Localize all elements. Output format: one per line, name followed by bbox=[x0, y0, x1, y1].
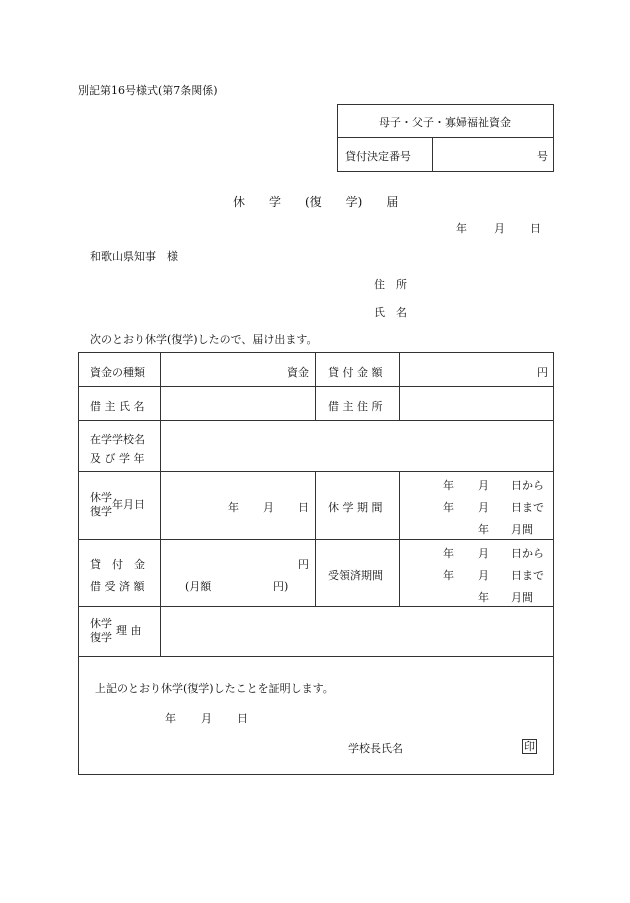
received-period-total-year: 年 bbox=[478, 591, 489, 604]
decision-number-suffix: 号 bbox=[537, 150, 548, 163]
received-period-label: 受領済期間 bbox=[328, 569, 383, 582]
received-period-from-year: 年 bbox=[443, 547, 454, 560]
leave-period-from-year: 年 bbox=[443, 479, 454, 492]
leave-period-from-day: 日から bbox=[511, 479, 544, 492]
leave-period-total-month: 月間 bbox=[511, 523, 533, 536]
submission-date-day: 日 bbox=[530, 222, 541, 235]
school-label-line2: 及 び 学 年 bbox=[90, 452, 145, 465]
loan-received-yen: 円 bbox=[298, 558, 309, 571]
principal-name-field[interactable] bbox=[410, 734, 515, 756]
loan-received-monthly-yen: 円) bbox=[273, 580, 289, 593]
borrower-name-label: 借 主 氏 名 bbox=[90, 400, 145, 413]
name-field[interactable] bbox=[418, 298, 548, 320]
reason-suffix: 理 由 bbox=[116, 624, 142, 637]
received-period-to-day: 日まで bbox=[511, 569, 544, 582]
submission-date-month: 月 bbox=[494, 222, 505, 235]
leave-label-top: 休学 bbox=[90, 491, 112, 504]
loan-amount-field[interactable] bbox=[401, 354, 549, 385]
school-label-line1: 在学学校名 bbox=[90, 433, 145, 446]
fund-type-label: 資金の種類 bbox=[90, 366, 145, 379]
loan-received-monthly-label: (月額 bbox=[185, 580, 212, 593]
received-period-from-day: 日から bbox=[511, 547, 544, 560]
loan-amount-suffix: 円 bbox=[537, 366, 548, 379]
leave-date-year: 年 bbox=[228, 501, 239, 514]
seal-mark: 印 bbox=[524, 740, 535, 753]
form-number: 別記第16号様式(第7条関係) bbox=[78, 84, 218, 97]
leave-date-label bbox=[90, 491, 145, 519]
certify-text: 上記のとおり休学(復学)したことを証明します。 bbox=[95, 682, 334, 695]
leave-period-to-month: 月 bbox=[478, 501, 489, 514]
address-label: 住 所 bbox=[374, 278, 407, 291]
leave-period-total-year: 年 bbox=[478, 523, 489, 536]
leave-period-to-year: 年 bbox=[443, 501, 454, 514]
form-title: 休 学 (復 学) 届 bbox=[233, 195, 399, 209]
fund-box-title: 母子・父子・寡婦福祉資金 bbox=[379, 116, 511, 129]
borrower-address-label: 借 主 住 所 bbox=[328, 400, 383, 413]
leave-date-suffix: 年月日 bbox=[112, 498, 145, 511]
address-field[interactable] bbox=[418, 270, 548, 292]
intro-text: 次のとおり休学(復学)したので、届け出ます。 bbox=[90, 333, 318, 346]
school-field[interactable] bbox=[162, 422, 550, 470]
certify-date-year: 年 bbox=[165, 712, 176, 725]
leave-label-bottom: 復学 bbox=[90, 505, 112, 518]
borrower-address-field[interactable] bbox=[401, 388, 549, 419]
loan-amount-label: 貸 付 金 額 bbox=[328, 366, 383, 379]
reason-label-bottom: 復学 bbox=[90, 631, 112, 644]
reason-field[interactable] bbox=[162, 608, 550, 655]
decision-number-label: 貸付決定番号 bbox=[345, 150, 411, 163]
leave-period-to-day: 日まで bbox=[511, 501, 544, 514]
certify-date-day: 日 bbox=[237, 712, 248, 725]
leave-date-month: 月 bbox=[263, 501, 274, 514]
leave-period-label: 休 学 期 間 bbox=[328, 501, 383, 514]
principal-name-label: 学校長氏名 bbox=[348, 742, 403, 755]
received-period-total-month: 月間 bbox=[511, 591, 533, 604]
loan-received-field[interactable] bbox=[162, 541, 312, 605]
borrower-name-field[interactable] bbox=[162, 388, 312, 419]
certify-date-month: 月 bbox=[201, 712, 212, 725]
received-period-to-month: 月 bbox=[478, 569, 489, 582]
name-label: 氏 名 bbox=[374, 306, 407, 319]
leave-date-day: 日 bbox=[298, 501, 309, 514]
reason-label bbox=[90, 617, 142, 645]
submission-date-year: 年 bbox=[456, 222, 467, 235]
reason-label-top: 休学 bbox=[90, 617, 112, 630]
fund-type-suffix: 資金 bbox=[287, 366, 309, 379]
decision-number-field[interactable] bbox=[435, 137, 545, 170]
addressee: 和歌山県知事 様 bbox=[90, 250, 178, 263]
loan-received-label-line2: 借 受 済 額 bbox=[90, 580, 145, 593]
loan-received-label-line1: 貸 付 金 bbox=[90, 558, 145, 571]
leave-period-from-month: 月 bbox=[478, 479, 489, 492]
received-period-to-year: 年 bbox=[443, 569, 454, 582]
received-period-from-month: 月 bbox=[478, 547, 489, 560]
